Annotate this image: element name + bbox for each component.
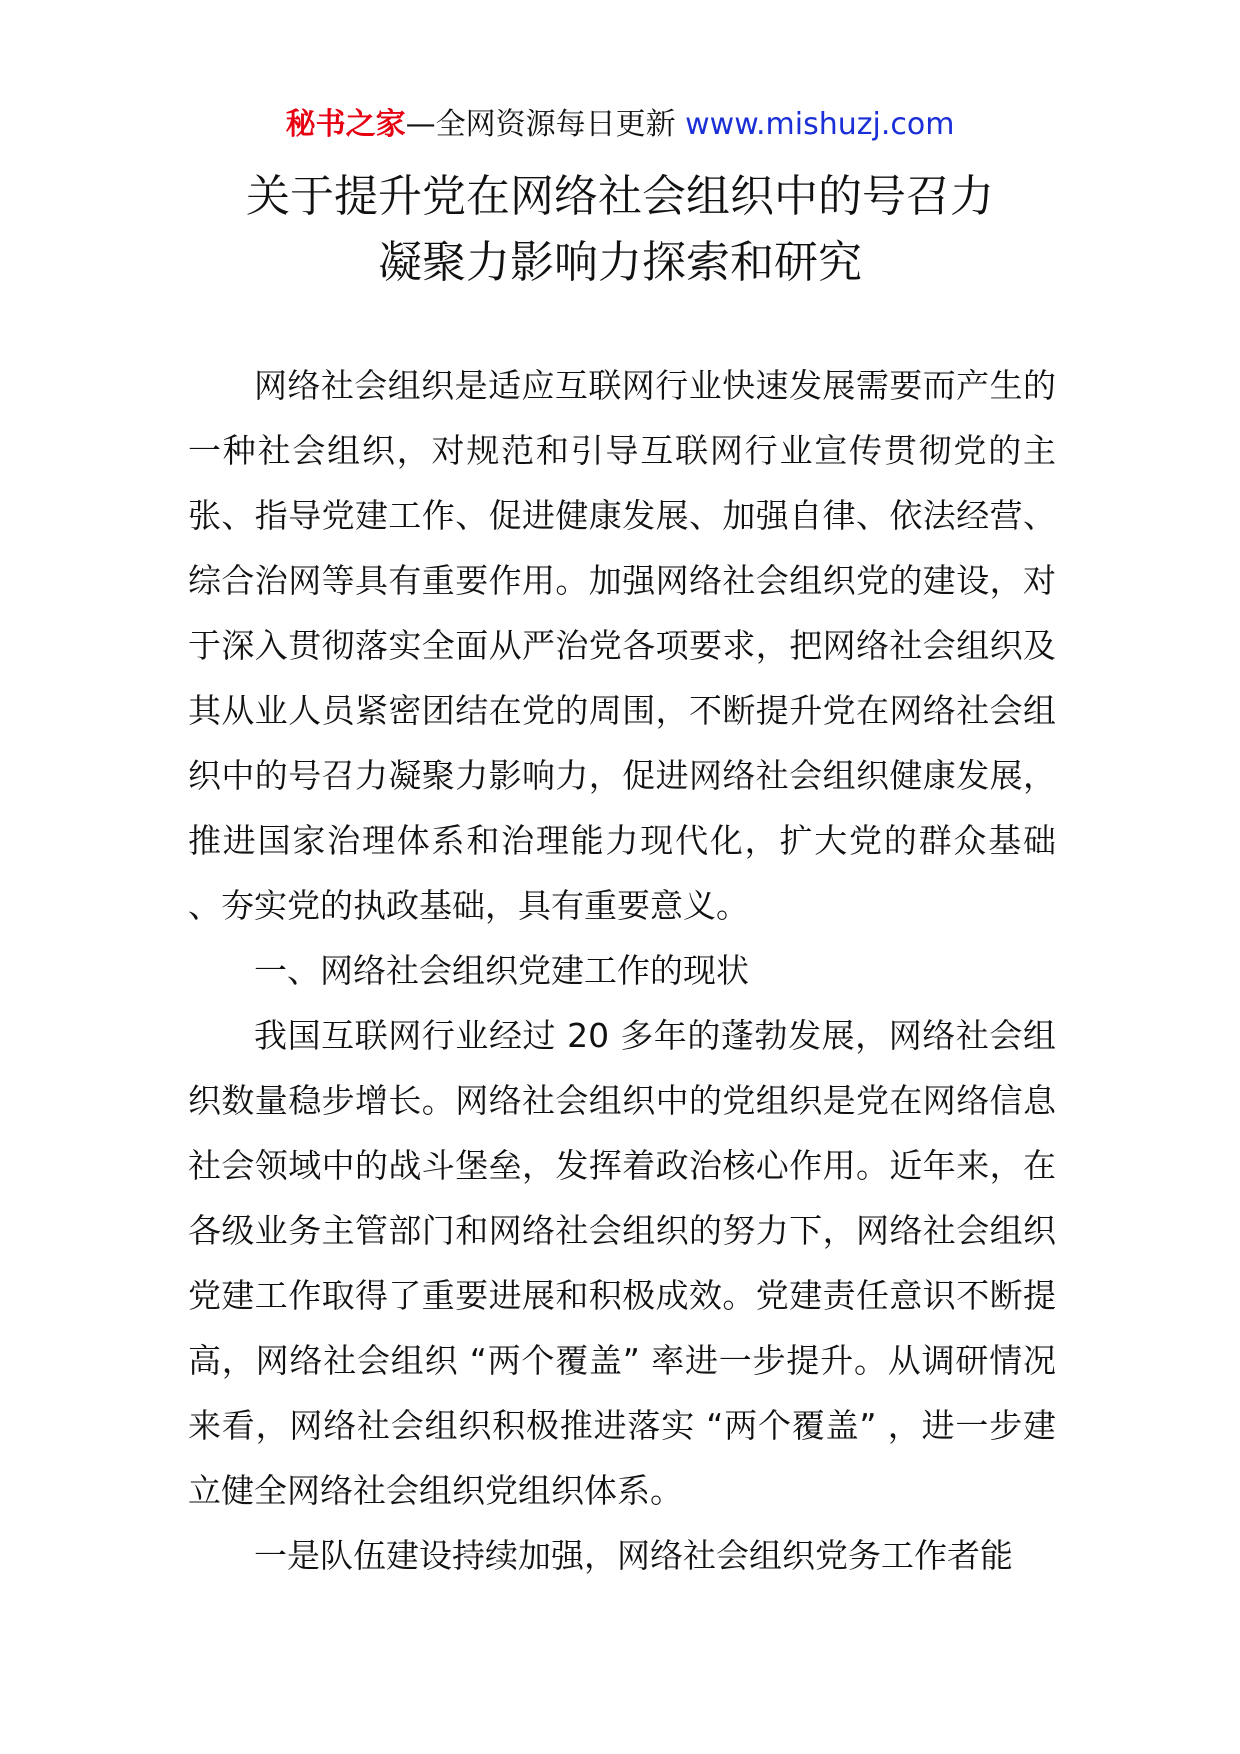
- document-body: [188, 353, 1056, 1588]
- paragraph-intro: 网络社会组织是适应互联网行业快速发展需要而产生的一种社会组织，对规范和引导互联网行业宣传贯彻党的主张、指导党建工作、促进健康发展、加强自律、依法经营、综合治网等具有重要作用。加强网络社会组织党的建设，对于深入贯彻落实全面从严治党各项要求，把网络社会组织及其从业人员紧密团结在党的周围，不断提升党在网络社会组织中的号召力凝聚力影响力，促进网络社会组织健康发展，推进国家治理体系和治理能力现代化，扩大党的群众基础 、夯实党的执政基础，具有重要意义。: [188, 366, 1056, 925]
- section-heading-1: 一、网络社会组织党建工作的现状: [254, 951, 749, 990]
- site-header: [0, 102, 1240, 148]
- site-slogan: —全网资源每日更新: [405, 107, 686, 142]
- site-url-link[interactable]: www.mishuzj.com: [685, 107, 955, 142]
- site-brand: 秘书之家: [285, 107, 406, 142]
- document-title: [0, 164, 1240, 296]
- title-line-2: 凝聚力影响力探索和研究: [378, 237, 862, 288]
- paragraph-status: 我国互联网行业经过 20 多年的蓬勃发展，网络社会组织数量稳步增长。网络社会组织中的党组织是党在网络信息社会领域中的战斗堡垒，发挥着政治核心作用。近年来，在各级业务主管部门和网络社会组织的努力下，网络社会组织党建工作取得了重要进展和积极成效。党建责任意识不断提高，网络社会组织 “两个覆盖” 率进一步提升。从调研情况来看，网络社会组织积极推进落实 “两个覆盖” ，进一步建立健全网络社会组织党组织体系。: [188, 1016, 1057, 1510]
- title-line-1: 关于提升党在网络社会组织中的号召力: [246, 171, 994, 222]
- paragraph-team: 一是队伍建设持续加强，网络社会组织党务工作者能: [254, 1536, 1013, 1575]
